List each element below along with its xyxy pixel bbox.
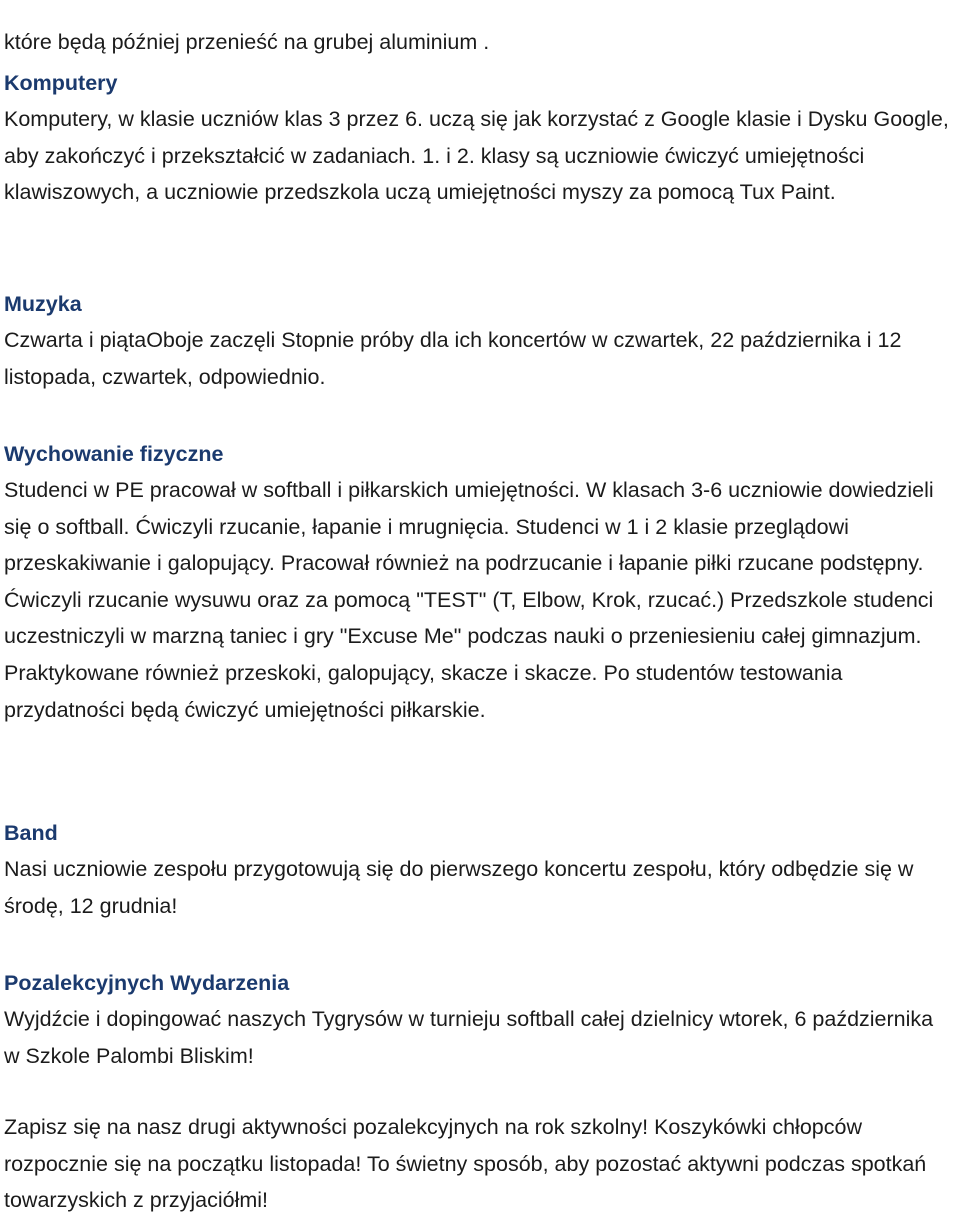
closing-paragraph: Zapisz się na nasz drugi aktywności pozalekcyjnych na rok szkolny! Koszykówki chłopców rozpocznie się na początku listopada! To świetny sposób, aby pozostać aktywni podczas spotkań towarzyskich z przyjaciółmi!: [4, 1115, 927, 1213]
section-muzyka: [4, 286, 952, 395]
section-wychowanie-fizyczne: [4, 436, 952, 728]
section-heading-band: Band: [4, 821, 58, 845]
section-text-muzyka: Czwarta i piątaOboje zaczęli Stopnie próby dla ich koncertów w czwartek, 22 października i 12 listopada, czwartek, odpowiednio.: [4, 328, 902, 389]
section-text-band: Nasi uczniowie zespołu przygotowują się do pierwszego koncertu zespołu, który odbędzie się w środę, 12 grudnia!: [4, 857, 914, 918]
section-text-wychowanie-fizyczne: Studenci w PE pracował w softball i piłkarskich umiejętności. W klasach 3-6 uczniowie dowiedzieli się o softball. Ćwiczyli rzucanie, łapanie i mrugnięcia. Studenci w 1 i 2 klasie przeglądowi przeskakiwanie i galopujący. Pracował również na podrzucanie i łapanie piłki rzucane podstępny. Ćwiczyli rzucanie wysuwu oraz za pomocą "TEST" (T, Elbow, Krok, rzucać.) Przedszkole studenci uczestniczyli w marzną taniec i gry "Excuse Me" podczas nauki o przeniesieniu całej gimnazjum. Praktykowane również przeskoki, galopujący, skacze i skacze. Po studentów testowania przydatności będą ćwiczyć umiejętności piłkarskie.: [4, 478, 934, 722]
section-pozalekcyjne: [4, 965, 952, 1074]
section-heading-wychowanie-fizyczne: Wychowanie fizyczne: [4, 442, 224, 466]
section-komputery: [4, 65, 952, 211]
section-band: [4, 815, 952, 924]
section-heading-pozalekcyjne: Pozalekcyjnych Wydarzenia: [4, 971, 290, 995]
intro-text: które będą później przenieść na grubej aluminium .: [4, 29, 490, 54]
section-text-komputery: Komputery, w klasie uczniów klas 3 przez 6. uczą się jak korzystać z Google klasie i Dysku Google, aby zakończyć i przekształcić w zadaniach. 1. i 2. klasy są uczniowie ćwiczyć umiejętności klawiszowych, a uczniowie przedszkola uczą umiejętności myszy za pomocą Tux Paint.: [4, 107, 949, 205]
section-text-pozalekcyjne: Wyjdźcie i dopingować naszych Tygrysów w turnieju softball całej dzielnicy wtorek, 6 października w Szkole Palombi Bliskim!: [4, 1007, 934, 1068]
section-heading-muzyka: Muzyka: [4, 292, 82, 316]
section-heading-komputery: Komputery: [4, 71, 118, 95]
